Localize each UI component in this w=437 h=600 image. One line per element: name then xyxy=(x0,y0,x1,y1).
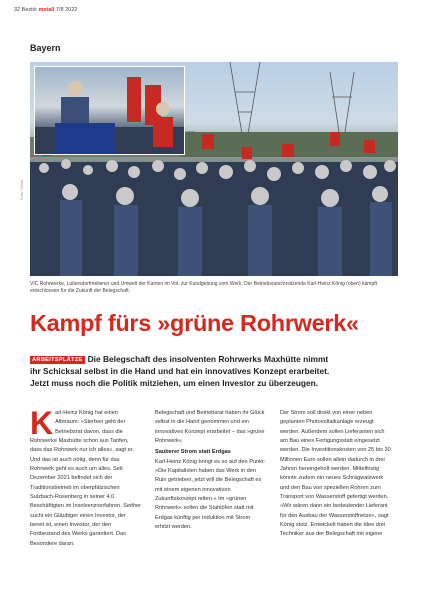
topic-badge: ARBEITSPLÄTZE xyxy=(32,357,83,363)
column-1-text: arl-Heinz König hat einen Albtraum: »Sterben geht der Betriebsrat davon, dass die Rohrwerke Maxhütte schon aus Tarifen, dass das Rohrwerk nur ich alles«, sagt er. Und das ist auch nötig, denn für das Rohrwerk geht es auch um alles. Seit Dezember 2021 befindet sich der Traditionsbetrieb im oberpfälzischen Sulzbach-Rosenberg in seiner 4,0 Beschäftigten im Insolvenzverfahren. Seither sucht ein Gläubiger einen Investor, der bereit ist, einen Investor, der den Fortbestand des Werks garantiert. Das Besondere daran: xyxy=(30,410,142,547)
page-header xyxy=(14,7,77,13)
brand-name: metall xyxy=(38,7,55,13)
page-number: 32 xyxy=(14,7,21,13)
column-3-text: Der Strom soll direkt von einer neben geplanten Photovoltaikanlage erzeugt werden. Außerdem sollen Lieferanten sich am Bau eines Fertigungsstatt eingesetzt werden. Die Investitionskosten von 25 bis 30 Millionen Euro sollen allein dadurch in drei Jahren hereingeholt werden. Mittelfristig könnte zudem ein neues Schrägwalzwerk und den Bau von speziellen Rohren zum Transport von Wasserstoff gefertigt werden. »Wir wären dann ein bedeutender Lieferant für den Ausbau der Wasserstoffnetze«, sagt König stolz. Entwickelt haben die Idee drei Techniker aus der Belegschaft mit eigene xyxy=(280,410,391,538)
article-column-1 xyxy=(30,405,142,549)
article-column-3 xyxy=(280,409,391,540)
section-title: Bayern xyxy=(30,43,61,53)
column-2-text: Belegschaft und Betriebsrat haben ihr Glück selbst in die Hand genommen und ein innovatives Konzept erarbeitet – das »grüne Rohrwerk«. xyxy=(155,410,265,445)
photo-caption: VIC Rohrwerke, Luitersdorfmeilener und Umwelt der Kamen im Vol. zur Kundgebung vom Werk. Der Betriebsratsvorsitzende Karl-Heinz König (oben) kämpft entschlossen für die Zukunft der Belegschaft. xyxy=(30,281,378,294)
dropcap: K xyxy=(30,405,54,441)
article-lead xyxy=(30,354,340,389)
inset-photo xyxy=(34,66,185,155)
article-column-2 xyxy=(155,409,266,532)
photo-credit: Foto: Privat xyxy=(19,179,24,200)
region-label: Bezirk xyxy=(21,7,37,13)
column-2-subheading: Sauberer Strom statt Erdgas xyxy=(155,449,231,456)
issue-label: 7/8 2022 xyxy=(55,7,78,13)
lead-text: Die Belegschaft des insolventen Rohrwerks Maxhütte nimmt ihr Schicksal selbst in die Hand und hat ein innovatives Konzept erarbeitet. Jetzt muss noch die Politik mitziehen, um einen Investor zu überzeugen. xyxy=(30,354,330,388)
article-headline: Kampf fürs »grüne Rohrwerk« xyxy=(30,310,359,336)
column-2-text-continued: Karl-Heinz König bringt es so auf den Punkt: »Die Kapitalisten haben das Werk in den Ruin getrieben, jetzt will die Belegschaft es mit einem eigenen innovativen Zukunftskonzept retten.« Im »grünen Rohrwerk« sollen die Stahlöfen statt mit Erdgas künftig per Induktion mit Strom erhitzt werden. xyxy=(155,458,266,531)
